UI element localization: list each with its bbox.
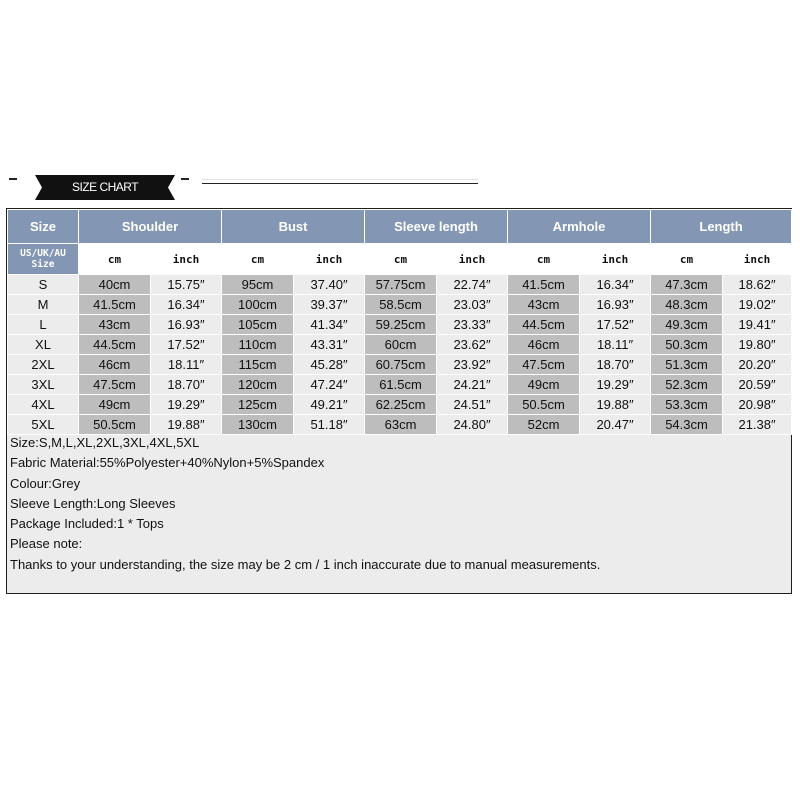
inch-value-cell: 18.11″ bbox=[151, 355, 222, 375]
cm-value-cell: 120cm bbox=[222, 375, 294, 395]
size-cell: 2XL bbox=[8, 355, 79, 375]
cm-value-cell: 49.3cm bbox=[651, 315, 723, 335]
cm-value-cell: 57.75cm bbox=[365, 275, 437, 295]
cm-value-cell: 63cm bbox=[365, 415, 437, 435]
size-table-body bbox=[8, 275, 792, 435]
cm-value-cell: 61.5cm bbox=[365, 375, 437, 395]
size-cell: 3XL bbox=[8, 375, 79, 395]
note-line: Sleeve Length:Long Sleeves bbox=[10, 495, 176, 511]
banner-rule-light bbox=[202, 179, 478, 180]
inch-value-cell: 19.41″ bbox=[723, 315, 792, 335]
cm-value-cell: 115cm bbox=[222, 355, 294, 375]
unit-cell: cm bbox=[79, 244, 151, 275]
cm-value-cell: 54.3cm bbox=[651, 415, 723, 435]
unit-cell: inch bbox=[723, 244, 792, 275]
unit-cell: inch bbox=[294, 244, 365, 275]
cm-value-cell: 46cm bbox=[79, 355, 151, 375]
banner-rule bbox=[202, 183, 478, 184]
inch-value-cell: 24.80″ bbox=[437, 415, 508, 435]
unit-cell: inch bbox=[580, 244, 651, 275]
inch-value-cell: 24.51″ bbox=[437, 395, 508, 415]
cm-value-cell: 59.25cm bbox=[365, 315, 437, 335]
cm-value-cell: 43cm bbox=[508, 295, 580, 315]
inch-value-cell: 17.52″ bbox=[151, 335, 222, 355]
note-line: Thanks to your understanding, the size may be 2 cm / 1 inch inaccurate due to manual measurements. bbox=[10, 556, 601, 572]
size-table bbox=[7, 209, 792, 435]
table-row bbox=[8, 315, 792, 335]
inch-value-cell: 19.29″ bbox=[151, 395, 222, 415]
banner-left-dash bbox=[9, 178, 17, 180]
cm-value-cell: 105cm bbox=[222, 315, 294, 335]
table-row bbox=[8, 335, 792, 355]
inch-value-cell: 15.75″ bbox=[151, 275, 222, 295]
unit-cell: cm bbox=[651, 244, 723, 275]
inch-value-cell: 20.59″ bbox=[723, 375, 792, 395]
cm-value-cell: 44.5cm bbox=[79, 335, 151, 355]
banner-title: SIZE CHART bbox=[71, 180, 139, 194]
banner-label bbox=[35, 175, 175, 200]
cm-value-cell: 41.5cm bbox=[508, 275, 580, 295]
header-size: Size bbox=[8, 210, 79, 244]
inch-value-cell: 19.80″ bbox=[723, 335, 792, 355]
size-chart-frame bbox=[6, 208, 792, 594]
inch-value-cell: 16.34″ bbox=[580, 275, 651, 295]
cm-value-cell: 51.3cm bbox=[651, 355, 723, 375]
cm-value-cell: 125cm bbox=[222, 395, 294, 415]
size-chart-banner bbox=[0, 170, 800, 206]
size-cell: XL bbox=[8, 335, 79, 355]
cm-value-cell: 44.5cm bbox=[508, 315, 580, 335]
inch-value-cell: 51.18″ bbox=[294, 415, 365, 435]
inch-value-cell: 23.03″ bbox=[437, 295, 508, 315]
size-cell: S bbox=[8, 275, 79, 295]
cm-value-cell: 58.5cm bbox=[365, 295, 437, 315]
cm-value-cell: 49cm bbox=[508, 375, 580, 395]
note-line: Fabric Material:55%Polyester+40%Nylon+5%Spandex bbox=[10, 455, 325, 471]
banner-right-dash bbox=[181, 178, 189, 180]
inch-value-cell: 20.47″ bbox=[580, 415, 651, 435]
cm-value-cell: 50.5cm bbox=[508, 395, 580, 415]
inch-value-cell: 16.93″ bbox=[580, 295, 651, 315]
note-line: Package Included:1 * Tops bbox=[10, 516, 164, 532]
size-cell: 4XL bbox=[8, 395, 79, 415]
unit-cell: cm bbox=[222, 244, 294, 275]
inch-value-cell: 16.34″ bbox=[151, 295, 222, 315]
table-row bbox=[8, 355, 792, 375]
size-label-cell: US/UK/AU Size bbox=[8, 244, 79, 275]
cm-value-cell: 47.5cm bbox=[79, 375, 151, 395]
inch-value-cell: 19.88″ bbox=[151, 415, 222, 435]
product-notes bbox=[10, 433, 600, 575]
table-row bbox=[8, 295, 792, 315]
header-length: Length bbox=[651, 210, 792, 244]
units-row bbox=[8, 244, 792, 275]
header-sleeve-length: Sleeve length bbox=[365, 210, 508, 244]
inch-value-cell: 18.70″ bbox=[151, 375, 222, 395]
header-row bbox=[8, 210, 792, 244]
size-cell: M bbox=[8, 295, 79, 315]
table-row bbox=[8, 375, 792, 395]
cm-value-cell: 95cm bbox=[222, 275, 294, 295]
note-line: Colour:Grey bbox=[10, 475, 81, 491]
cm-value-cell: 53.3cm bbox=[651, 395, 723, 415]
inch-value-cell: 37.40″ bbox=[294, 275, 365, 295]
cm-value-cell: 60cm bbox=[365, 335, 437, 355]
cm-value-cell: 50.3cm bbox=[651, 335, 723, 355]
cm-value-cell: 43cm bbox=[79, 315, 151, 335]
cm-value-cell: 52.3cm bbox=[651, 375, 723, 395]
inch-value-cell: 16.93″ bbox=[151, 315, 222, 335]
inch-value-cell: 39.37″ bbox=[294, 295, 365, 315]
inch-value-cell: 49.21″ bbox=[294, 395, 365, 415]
inch-value-cell: 20.20″ bbox=[723, 355, 792, 375]
size-cell: 5XL bbox=[8, 415, 79, 435]
cm-value-cell: 47.3cm bbox=[651, 275, 723, 295]
inch-value-cell: 41.34″ bbox=[294, 315, 365, 335]
header-bust: Bust bbox=[222, 210, 365, 244]
unit-cell: cm bbox=[365, 244, 437, 275]
inch-value-cell: 23.33″ bbox=[437, 315, 508, 335]
table-row bbox=[8, 275, 792, 295]
inch-value-cell: 43.31″ bbox=[294, 335, 365, 355]
unit-cell: inch bbox=[151, 244, 222, 275]
inch-value-cell: 19.29″ bbox=[580, 375, 651, 395]
inch-value-cell: 18.62″ bbox=[723, 275, 792, 295]
note-line: Please note: bbox=[10, 536, 83, 552]
table-row bbox=[8, 415, 792, 435]
cm-value-cell: 110cm bbox=[222, 335, 294, 355]
header-armhole: Armhole bbox=[508, 210, 651, 244]
inch-value-cell: 24.21″ bbox=[437, 375, 508, 395]
cm-value-cell: 40cm bbox=[79, 275, 151, 295]
cm-value-cell: 62.25cm bbox=[365, 395, 437, 415]
inch-value-cell: 20.98″ bbox=[723, 395, 792, 415]
inch-value-cell: 19.02″ bbox=[723, 295, 792, 315]
cm-value-cell: 52cm bbox=[508, 415, 580, 435]
cm-value-cell: 48.3cm bbox=[651, 295, 723, 315]
inch-value-cell: 23.62″ bbox=[437, 335, 508, 355]
table-row bbox=[8, 395, 792, 415]
inch-value-cell: 21.38″ bbox=[723, 415, 792, 435]
note-line: Size:S,M,L,XL,2XL,3XL,4XL,5XL bbox=[10, 435, 200, 450]
inch-value-cell: 17.52″ bbox=[580, 315, 651, 335]
inch-value-cell: 47.24″ bbox=[294, 375, 365, 395]
inch-value-cell: 19.88″ bbox=[580, 395, 651, 415]
unit-cell: inch bbox=[437, 244, 508, 275]
inch-value-cell: 23.92″ bbox=[437, 355, 508, 375]
cm-value-cell: 46cm bbox=[508, 335, 580, 355]
size-cell: L bbox=[8, 315, 79, 335]
cm-value-cell: 47.5cm bbox=[508, 355, 580, 375]
inch-value-cell: 45.28″ bbox=[294, 355, 365, 375]
header-shoulder: Shoulder bbox=[79, 210, 222, 244]
cm-value-cell: 41.5cm bbox=[79, 295, 151, 315]
inch-value-cell: 18.70″ bbox=[580, 355, 651, 375]
cm-value-cell: 60.75cm bbox=[365, 355, 437, 375]
cm-value-cell: 130cm bbox=[222, 415, 294, 435]
cm-value-cell: 49cm bbox=[79, 395, 151, 415]
inch-value-cell: 18.11″ bbox=[580, 335, 651, 355]
unit-cell: cm bbox=[508, 244, 580, 275]
cm-value-cell: 100cm bbox=[222, 295, 294, 315]
cm-value-cell: 50.5cm bbox=[79, 415, 151, 435]
inch-value-cell: 22.74″ bbox=[437, 275, 508, 295]
